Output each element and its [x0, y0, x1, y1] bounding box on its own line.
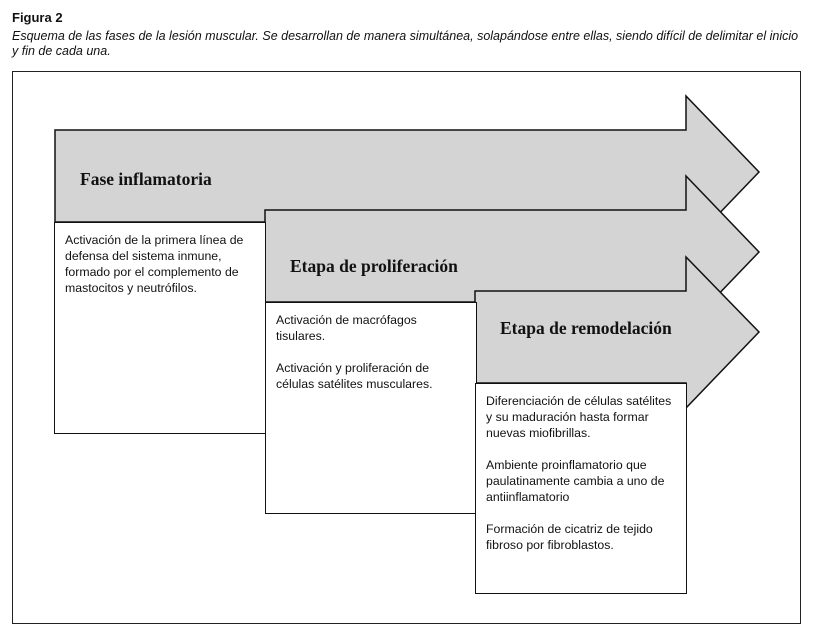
phase-description: Diferenciación de células satélites y su maduración hasta formar nuevas miofibrillas. [486, 394, 672, 440]
phase-description: Activación y proliferación de células satélites musculares. [276, 361, 433, 391]
phase-box-inflamatoria [54, 222, 266, 434]
phase-title-remodelacion: Etapa de remodelación [500, 318, 672, 338]
phase-title-inflamatoria: Fase inflamatoria [80, 169, 212, 189]
phase-box-proliferacion [265, 302, 477, 514]
phase-description: Formación de cicatriz de tejido fibroso por fibroblastos. [486, 522, 653, 552]
phase-title-proliferacion: Etapa de proliferación [290, 256, 458, 276]
figure-label: Figura 2 [12, 10, 63, 25]
phase-description: Activación de macrófagos tisulares. [276, 313, 417, 343]
phase-description: Ambiente proinflamatorio que paulatinamente cambia a uno de antiinflamatorio [486, 458, 665, 504]
phase-box-remodelacion [475, 383, 687, 594]
phase-description: Activación de la primera línea de defensa del sistema inmune, formado por el complemento de mastocitos y neutrófilos. [65, 233, 244, 295]
figure-caption: Esquema de las fases de la lesión muscular. Se desarrollan de manera simultánea, solapándose entre ellas, siendo difícil de delimitar el inicio y fin de cada una. [12, 29, 799, 58]
